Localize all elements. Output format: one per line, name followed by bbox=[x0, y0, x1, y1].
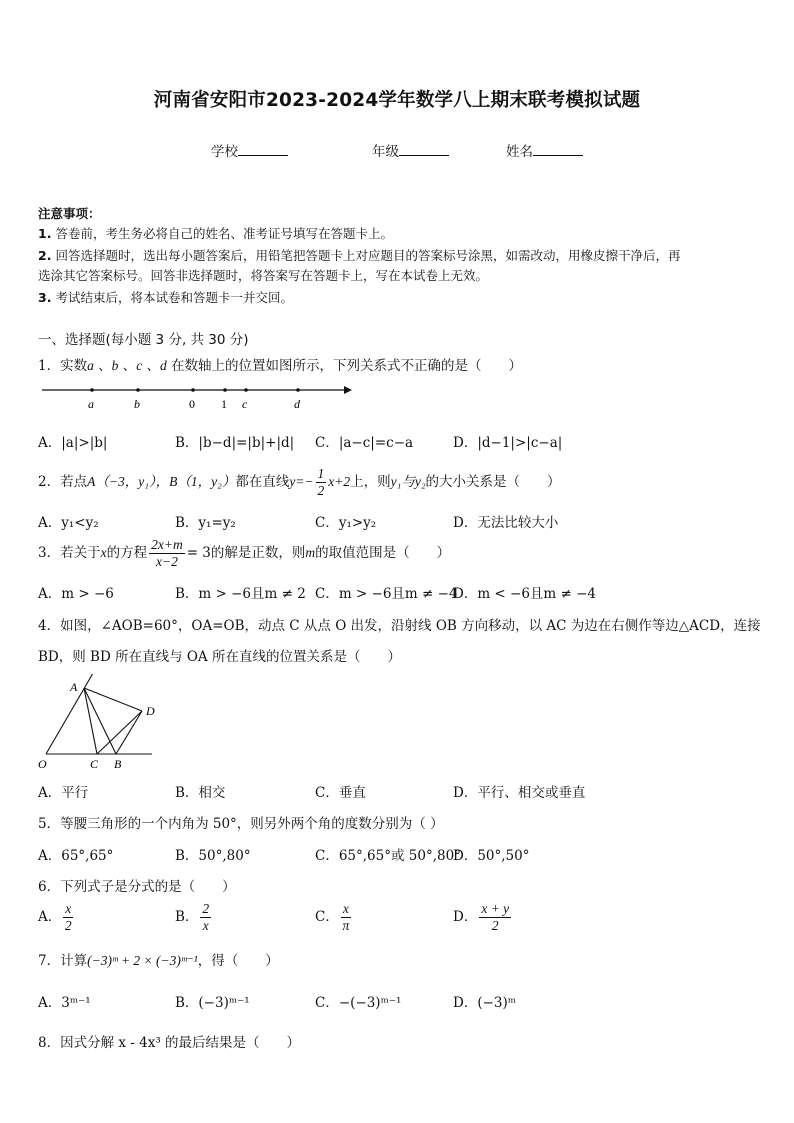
name-label: 姓名 bbox=[506, 144, 533, 160]
question-8-stem: 8．因式分解 x - 4x³ 的最后结果是（ ） bbox=[38, 1035, 301, 1051]
notice-item: 选涂其它答案标号。回答非选择题时，将答案写在答题卡上，写在本试卷上无效。 bbox=[38, 268, 489, 283]
question-7-option-a[interactable]: A．3ᵐ⁻¹ bbox=[38, 995, 91, 1011]
notice-item: 1. 答卷前，考生务必将自己的姓名、准考证号填写在答题卡上。 bbox=[38, 226, 393, 241]
question-6-option-a[interactable]: A． $\frac{x}{2}$ bbox=[38, 901, 72, 933]
section-heading: 一、选择题(每小题 3 分, 共 30 分) bbox=[38, 332, 249, 348]
figure-label: C bbox=[90, 757, 99, 771]
grade-field[interactable] bbox=[372, 140, 449, 160]
question-3-stem: 3．若关于x的方程 $\frac{2x+m}{x-2}$ = 3的解是正数，则m的取值范围是（ ） bbox=[38, 537, 451, 569]
page-title: 河南省安阳市2023-2024学年数学八上期末联考模拟试题 bbox=[153, 90, 641, 111]
question-1-option-b[interactable]: B．|b−d|=|b|+|d| bbox=[175, 435, 295, 451]
question-5-option-c[interactable]: C．65°,65°或 50°,80° bbox=[315, 848, 461, 864]
question-2-option-c[interactable]: C．y₁>y₂ bbox=[315, 515, 377, 531]
question-5-option-d[interactable]: D．50°,50° bbox=[453, 848, 530, 864]
figure-label: O bbox=[38, 757, 47, 771]
question-4-stem-line2: BD，则 BD 所在直线与 OA 所在直线的位置关系是（ ） bbox=[38, 649, 401, 665]
school-field[interactable] bbox=[211, 140, 288, 160]
question-1-option-d[interactable]: D．|d−1|>|c−a| bbox=[453, 435, 563, 451]
question-2-option-a[interactable]: A．y₁<y₂ bbox=[38, 515, 99, 531]
question-2-option-b[interactable]: B．y₁=y₂ bbox=[175, 515, 236, 531]
numberline-label: a bbox=[88, 397, 94, 411]
numberline-label: b bbox=[134, 397, 140, 411]
question-7-stem: 7．计算(−3)ᵐ + 2 × (−3)ᵐ⁻¹，得（ ） bbox=[38, 953, 279, 969]
question-3-option-b[interactable]: B．m > −6且m ≠ 2 bbox=[175, 586, 306, 602]
question-5-option-b[interactable]: B．50°,80° bbox=[175, 848, 251, 864]
question-4-option-b[interactable]: B．相交 bbox=[175, 785, 226, 801]
numberline-label: d bbox=[294, 397, 300, 411]
question-7-option-d[interactable]: D．(−3)ᵐ bbox=[453, 995, 517, 1011]
question-3-option-d[interactable]: D．m < −6且m ≠ −4 bbox=[453, 586, 597, 602]
numberline-label: c bbox=[242, 397, 248, 411]
geometry-figure bbox=[36, 674, 166, 774]
question-4-option-c[interactable]: C．垂直 bbox=[315, 785, 366, 801]
numberline-label: 0 bbox=[189, 397, 195, 411]
arrow-icon bbox=[344, 386, 352, 394]
question-5-stem: 5．等腰三角形的一个内角为 50°，则另外两个角的度数分别为（ ） bbox=[38, 816, 444, 832]
question-2-option-d[interactable]: D．无法比较大小 bbox=[453, 515, 559, 531]
name-field[interactable] bbox=[506, 140, 583, 160]
question-2-stem: 2．若点A（−3，y₁），B（1，y₂）都在直线y=− $\frac{1}{2}$ x+2上，则y₁与y₂的大小关系是（ ） bbox=[38, 466, 561, 498]
figure-label: D bbox=[146, 704, 155, 718]
question-3-option-c[interactable]: C．m > −6且m ≠ −4 bbox=[315, 586, 458, 602]
question-5-option-a[interactable]: A．65°,65° bbox=[38, 848, 114, 864]
question-1-option-a[interactable]: A．|a|>|b| bbox=[38, 435, 108, 451]
question-1-option-c[interactable]: C．|a−c|=c−a bbox=[315, 435, 414, 451]
question-6-option-c[interactable]: C． $\frac{x}{\pi}$ bbox=[315, 901, 350, 933]
question-4-option-d[interactable]: D．平行、相交或垂直 bbox=[453, 785, 586, 801]
notice-item: 2. 回答选择题时，选出每小题答案后，用铅笔把答题卡上对应题目的答案标号涂黑，如需改动，用橡皮擦干净后，再 bbox=[38, 248, 681, 263]
question-4-stem-line1: 4．如图，∠AOB=60°，OA=OB，动点 C 从点 O 出发，沿射线 OB 方向移动，以 AC 为边在右侧作等边△ACD，连接 bbox=[38, 618, 761, 634]
grade-label: 年级 bbox=[372, 144, 399, 160]
figure-label: B bbox=[114, 757, 122, 771]
number-line-figure bbox=[38, 378, 358, 412]
question-3-option-a[interactable]: A．m > −6 bbox=[38, 586, 114, 602]
notice-heading: 注意事项： bbox=[38, 206, 101, 221]
notice-item: 3. 考试结束后，将本试卷和答题卡一并交回。 bbox=[38, 290, 293, 305]
question-7-option-c[interactable]: C．−(−3)ᵐ⁻¹ bbox=[315, 995, 402, 1011]
question-7-option-b[interactable]: B．(−3)ᵐ⁻¹ bbox=[175, 995, 250, 1011]
question-6-option-b[interactable]: B． $\frac{2}{x}$ bbox=[175, 901, 210, 933]
question-6-stem: 6．下列式子是分式的是（ ） bbox=[38, 879, 236, 895]
question-1-stem: 1．实数a 、b 、c 、d 在数轴上的位置如图所示，下列关系式不正确的是（ ） bbox=[38, 358, 523, 374]
question-6-option-d[interactable]: D． $\frac{x + y}{2}$ bbox=[453, 901, 510, 933]
question-4-option-a[interactable]: A．平行 bbox=[38, 785, 89, 801]
numberline-label: 1 bbox=[221, 397, 227, 411]
figure-label: A bbox=[70, 680, 78, 694]
school-label: 学校 bbox=[211, 144, 238, 160]
